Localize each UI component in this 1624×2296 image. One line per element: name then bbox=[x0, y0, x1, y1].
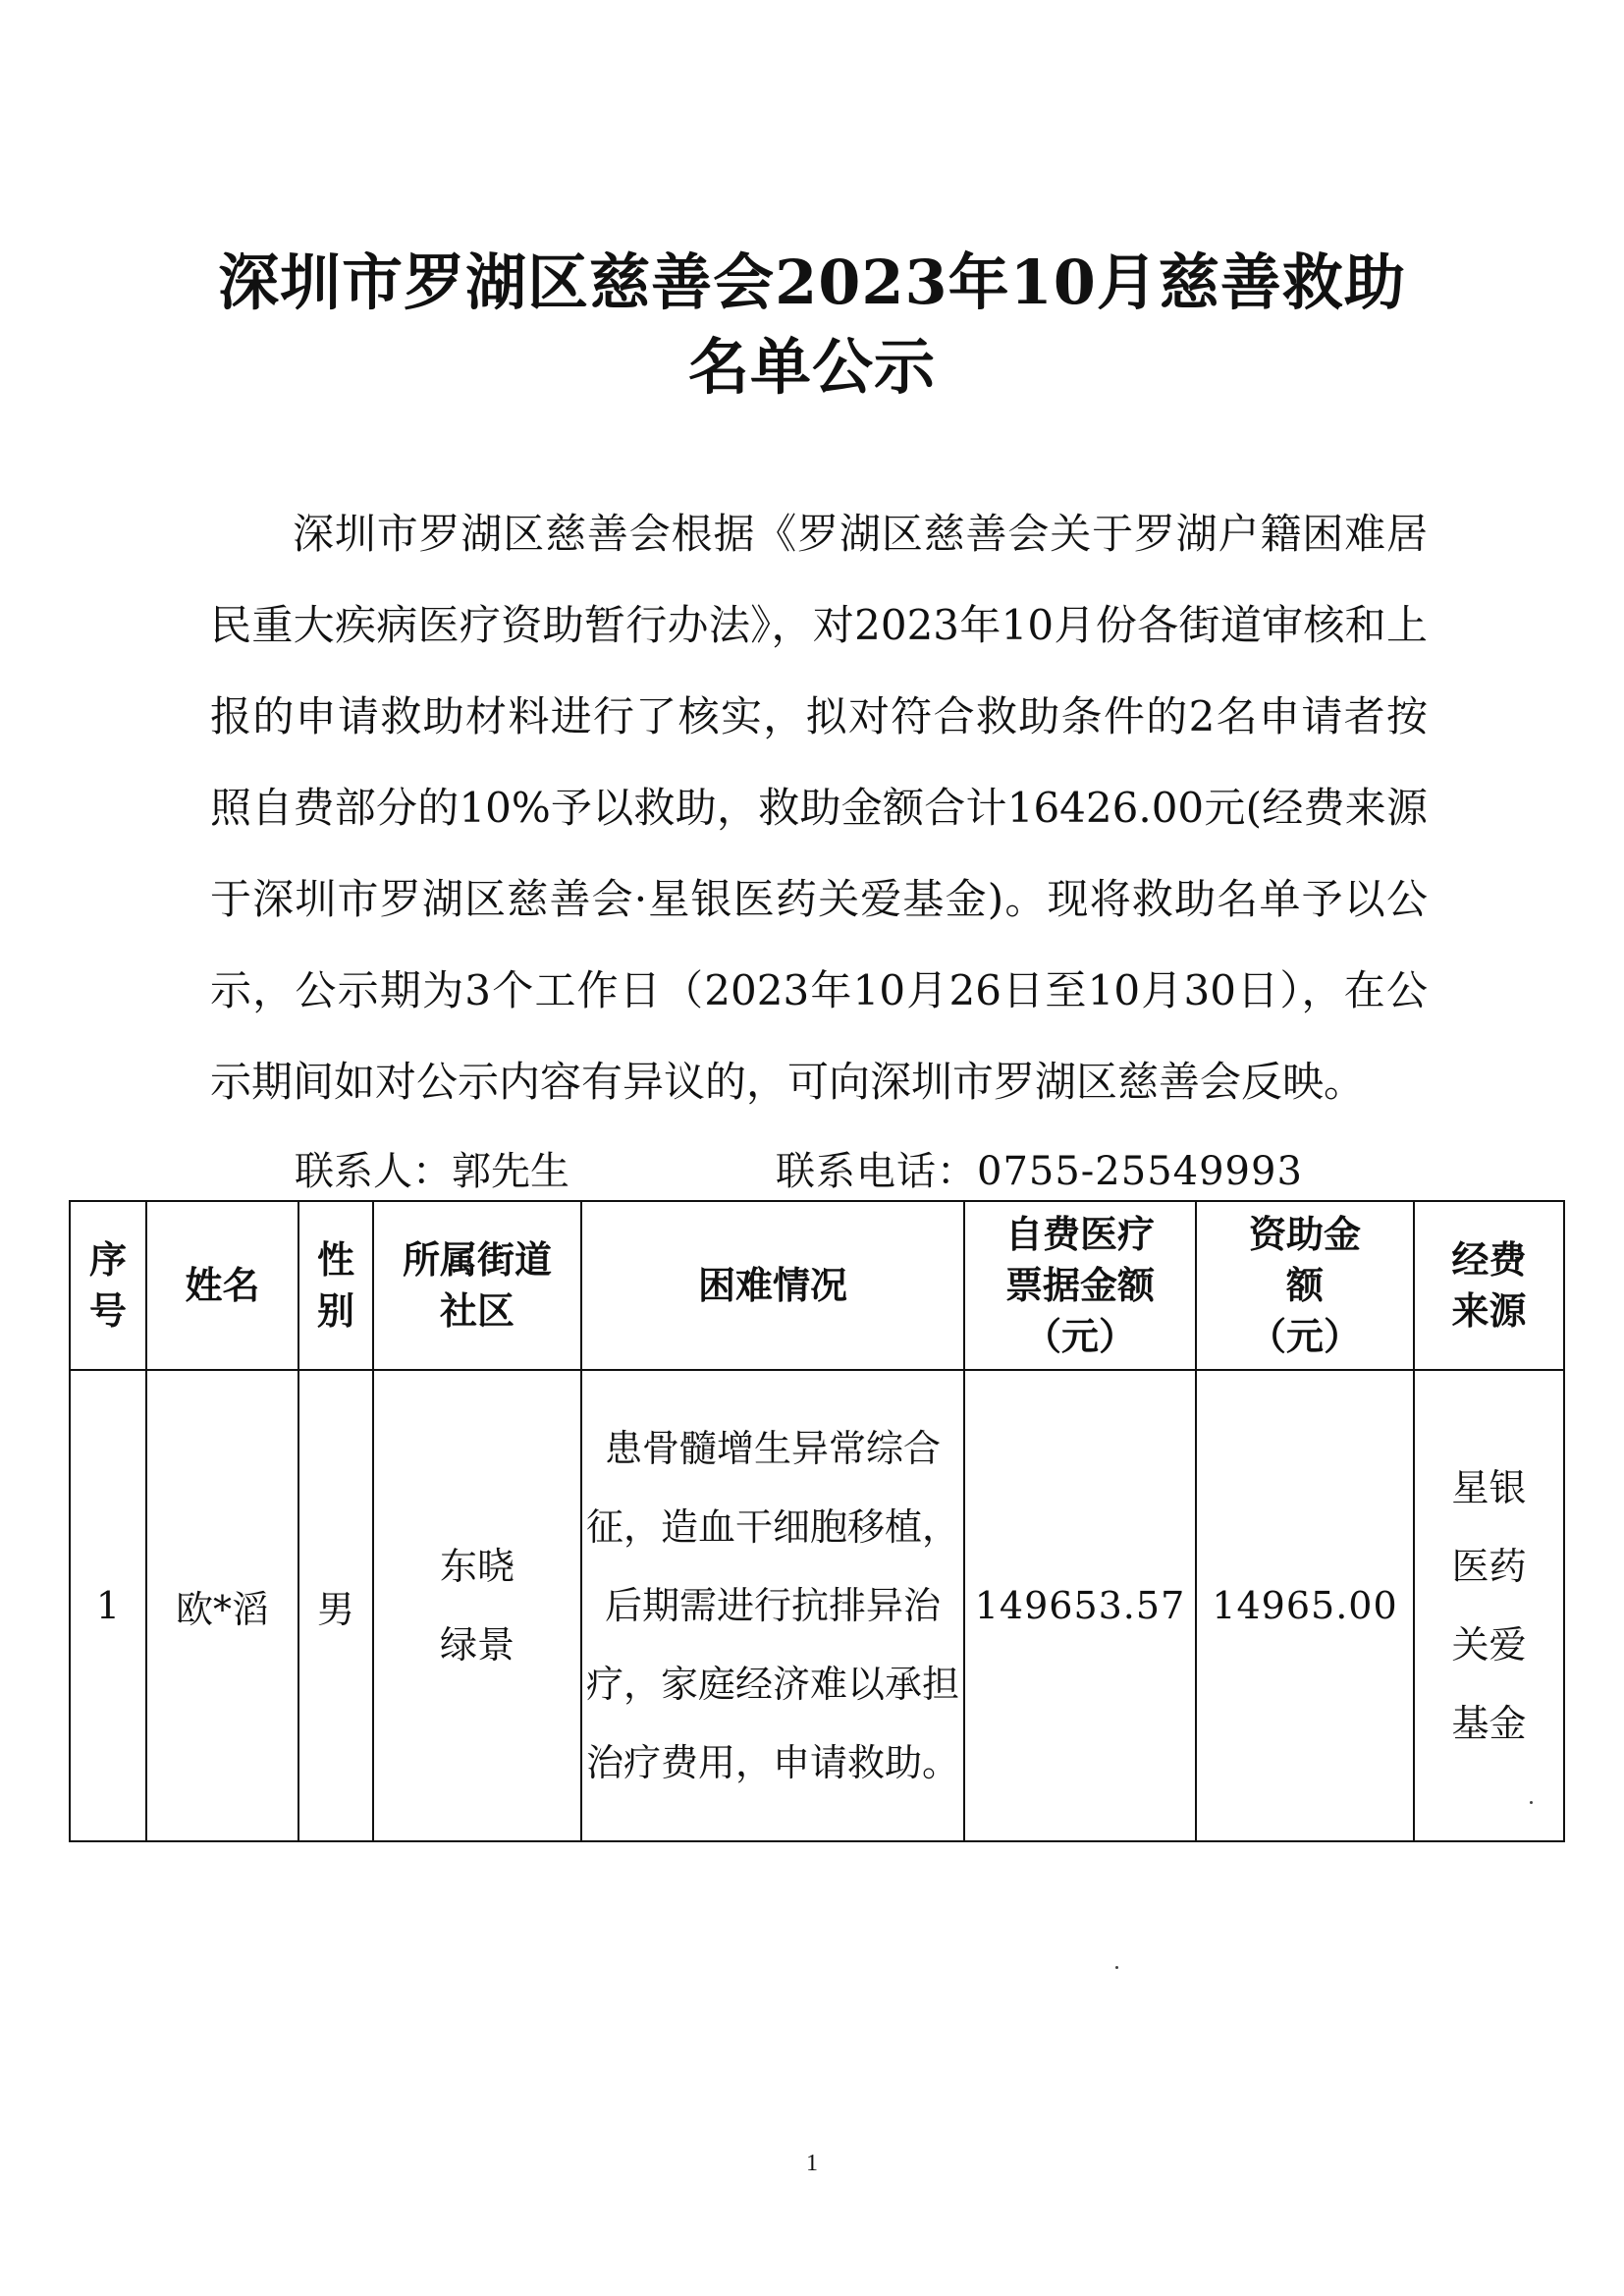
paragraph-text: 深圳市罗湖区慈善会根据《罗湖区慈善会关于罗湖户籍困难居民重大疾病医疗资助暂行办法》，对2023年10月份各街道审核和上报的申请救助材料进行了核实，拟对符合救助条件的2名申请者按照自费部分的10%予以救助，救助金额合计16426.00元(经费来源于深圳市罗湖区慈善会·星银医药关爱基金)。现将救助名单予以公示，公示期为3个工作日（2023年10月26日至10月30日），在公示期间如对公示内容有异议的，可向深圳市罗湖区慈善会反映。 bbox=[210, 510, 1428, 1106]
table-row bbox=[70, 1370, 1564, 1841]
page-number: 1 bbox=[806, 2151, 818, 2176]
header-seq: 序号 bbox=[70, 1201, 146, 1370]
cell-fund: 星银医药关爱基金 bbox=[1414, 1370, 1564, 1841]
cell-community: 东晓绿景 bbox=[373, 1370, 581, 1841]
header-difficulty: 困难情况 bbox=[581, 1201, 964, 1370]
contact-line bbox=[295, 1137, 1375, 1206]
announcement-paragraph bbox=[210, 488, 1428, 1127]
header-fund: 经费来源 bbox=[1414, 1201, 1564, 1370]
table-header-row bbox=[70, 1201, 1564, 1370]
cell-gender: 男 bbox=[298, 1370, 373, 1841]
scan-speck bbox=[1530, 1801, 1533, 1804]
cell-self-paid: 149653.57 bbox=[964, 1370, 1196, 1841]
header-self-paid: 自费医疗票据金额（元） bbox=[964, 1201, 1196, 1370]
aid-recipient-table bbox=[69, 1200, 1565, 1842]
contact-person: 联系人：郭先生 bbox=[295, 1149, 569, 1194]
header-name: 姓名 bbox=[146, 1201, 298, 1370]
header-gender: 性别 bbox=[298, 1201, 373, 1370]
cell-aid: 14965.00 bbox=[1196, 1370, 1414, 1841]
contact-phone: 联系电话：0755-25549993 bbox=[776, 1149, 1303, 1194]
header-community: 所属街道社区 bbox=[373, 1201, 581, 1370]
scan-speck bbox=[1115, 1966, 1118, 1969]
cell-name: 欧*滔 bbox=[146, 1370, 298, 1841]
cell-seq: 1 bbox=[70, 1370, 146, 1841]
document-title-line2: 名单公示 bbox=[687, 331, 936, 403]
cell-difficulty: 患骨髓增生异常综合征，造血干细胞移植，后期需进行抗排异治疗，家庭经济难以承担治疗费用，申请救助。 bbox=[581, 1370, 964, 1841]
header-aid: 资助金额（元） bbox=[1196, 1201, 1414, 1370]
document-title-line1: 深圳市罗湖区慈善会2023年10月慈善救助 bbox=[218, 246, 1406, 318]
